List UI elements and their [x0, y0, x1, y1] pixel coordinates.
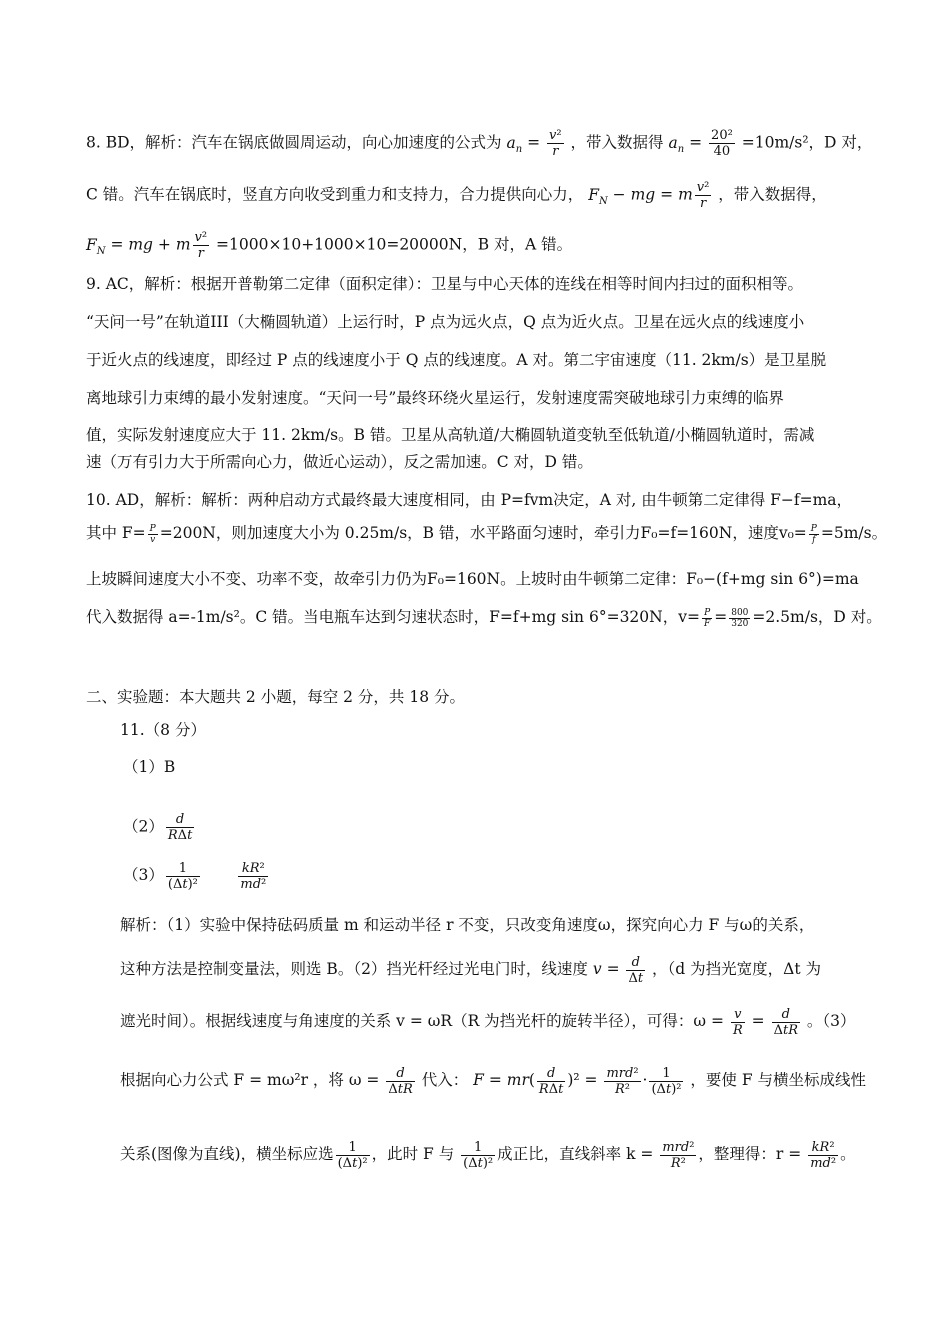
text: ，此时 F 与	[371, 1145, 455, 1163]
formula: $\frac{d}{\text{RΔt}}$	[167, 812, 193, 843]
formula: $\frac{\text{v²}}{r}$	[194, 230, 208, 261]
formula: $\frac{\text{kR²}}{\text{md²}}$	[240, 860, 267, 892]
text: ，带入数据得	[570, 133, 664, 152]
text: ，要使 F 与横坐标成线性	[690, 1071, 867, 1089]
q9-line-4: 离地球引力束缚的最小发射速度。“天问一号”最终环绕火星运行，发射速度需突破地球引力束缚的临界	[86, 389, 784, 407]
q10-line-2	[86, 522, 888, 545]
q9-line-2: “天问一号”在轨道III（大椭圆轨道）上运行时，P 点为远火点，Q 点为近火点。卫星在远火点的线速度小	[86, 313, 805, 331]
q8-line-2: C 错。汽车在锅底时，竖直方向收受到重力和支持力，合力提供向心力， $F_N$ − mg = m $\frac{\text{v²}}{r}$ ，带入数据得，	[86, 180, 827, 211]
text: ，（d 为挡光宽度，Δt 为	[652, 960, 821, 978]
formula: $\frac{P}{f}$	[810, 523, 817, 545]
formula: $\frac{d}{\text{ΔtR}}$	[388, 1065, 413, 1097]
formula: $\frac{\text{mrd²}}{\text{R²}}$	[662, 1139, 695, 1171]
formula: $\frac{P}{F}$	[703, 607, 711, 629]
q11-answer-2	[123, 812, 903, 843]
q11-answer-3	[123, 860, 903, 892]
q9-line-1: 9. AC，解析：根据开普勒第二定律（面积定律）：卫星与中心天体的连线在相等时间内扫过的面积相等。	[86, 275, 804, 293]
text: =200N，则加速度大小为 0.25m/s，B 错，水平路面匀速时，牵引力F₀=f=160N，速度v₀=	[159, 524, 807, 542]
text: =5m/s。	[820, 524, 888, 542]
section-heading: 二、实验题：本大题共 2 小题，每空 2 分，共 18 分。	[86, 688, 466, 706]
formula: $\frac{\text{mrd²}}{\text{R²}}$	[606, 1065, 639, 1097]
text: 8. BD，解析：汽车在锅底做圆周运动，向心加速度的公式为	[86, 133, 502, 152]
formula: $\frac{d}{\Delta t}$	[628, 954, 644, 986]
q9-line-3: 于近火点的线速度，即经过 P 点的线速度小于 Q 点的线速度。A 对。第二宇宙速度（11. 2km/s）是卫星脱	[86, 351, 827, 369]
q11-title: 11.（8 分）	[120, 721, 206, 739]
formula: $\frac{800}{320}$	[731, 607, 749, 629]
expl-line-2: 这种方法是控制变量法，则选 B。（2）挡光杆经过光电门时，线速度 v = $\frac{d}{\Delta t}$ ，（d 为挡光宽度，Δt 为	[120, 954, 821, 986]
q8-line-3: $F_N$ = mg + m $\frac{\text{v²}}{r}$ =1000×10+1000×10=20000N，B 对，A 错。	[86, 230, 573, 261]
text: =	[714, 608, 728, 626]
text: C 错。汽车在锅底时，竖直方向收受到重力和支持力，合力提供向心力，	[86, 185, 584, 204]
text: 其中 F=	[86, 524, 146, 542]
text: 代入数据得 a=-1m/s²。C 错。当电瓶车达到匀速状态时，F=f+mg sin 6°=320N，v=	[86, 608, 700, 626]
text: =1000×10+1000×10=20000N，B 对，A 错。	[216, 235, 573, 254]
q10-line-1: 10. AD，解析：解析：两种启动方式最终最大速度相同，由 P=fvm决定，A 对, 由牛顿第二定律得 F−f=ma，	[86, 491, 853, 509]
text: 代入：	[421, 1071, 469, 1089]
formula: $\frac{\text{v²}}{r}$	[549, 128, 562, 159]
text: =2.5m/s，D 对。	[752, 608, 882, 626]
q9-line-5: 值，实际发射速度应大于 11. 2km/s。B 错。卫星从高轨道/大椭圆轨道变轨至低轨道/小椭圆轨道时，需减	[86, 426, 815, 444]
q10-line-3: 上坡瞬间速度大小不变、功率不变，故牵引力仍为F₀=160N。上坡时由牛顿第二定律：F₀−(f+mg sin 6°)=ma	[86, 570, 859, 588]
formula: $\frac{1}{\text{(Δt)²}}$	[651, 1065, 682, 1097]
text: 关系(图像为直线)，横坐标应选	[120, 1145, 334, 1163]
formula: $\frac{1}{\text{(Δt)²}}$	[167, 860, 198, 892]
formula: $\frac{d}{\text{ΔtR}}$	[773, 1006, 798, 1038]
text: 根据向心力公式 F = mω²r ，将 ω =	[120, 1071, 380, 1089]
q9-line-6: 速（万有引力大于所需向心力，做近心运动），反之需加速。C 对，D 错。	[86, 453, 593, 471]
q8-line-1: 8. BD，解析：汽车在锅底做圆周运动，向心加速度的公式为 $a_n$ = $\frac{\text{v²}}{r}$ ，带入数据得 $a_n$ = $\frac{\text{20²}}{40}$ =10m/s²，D 对，	[86, 128, 873, 159]
formula: $\frac{\text{kR²}}{\text{md²}}$	[810, 1139, 837, 1171]
text: （3）	[123, 866, 164, 884]
text: 遮光时间）。根据线速度与角速度的关系 v = ωR（R 为挡光杆的旋转半径），可得：ω =	[120, 1012, 724, 1030]
text: =10m/s²，D 对，	[741, 133, 873, 152]
q10-line-4	[86, 606, 882, 629]
text: （2）	[123, 817, 164, 836]
formula: $\frac{\text{v²}}{r}$	[696, 180, 710, 211]
expl-line-1: 解析：（1）实验中保持砝码质量 m 和运动半径 r 不变，只改变角速度ω，探究向心力 F 与ω的关系，	[120, 916, 815, 934]
text: ，整理得：r =	[698, 1145, 802, 1163]
formula: $\frac{v}{R}$	[732, 1006, 743, 1038]
expl-line-3: 遮光时间）。根据线速度与角速度的关系 v = ωR（R 为挡光杆的旋转半径），可得：ω = $\frac{v}{R}$ = $\frac{d}{\text{ΔtR}}$ 。（3）	[120, 1006, 856, 1038]
formula: $\frac{1}{\text{(Δt)²}}$	[463, 1139, 494, 1171]
expl-line-5	[120, 1136, 866, 1172]
text: 这种方法是控制变量法，则选 B。（2）挡光杆经过光电门时，线速度	[120, 960, 588, 978]
text: ，带入数据得，	[718, 185, 827, 204]
text: 成正比，直线斜率 k =	[497, 1145, 654, 1163]
formula: $\frac{\text{20²}}{40}$	[711, 128, 733, 159]
formula: $\frac{P}{v}$	[149, 523, 156, 545]
q11-answer-1: （1）B	[123, 758, 176, 776]
text: 。	[840, 1145, 856, 1163]
text: 。（3）	[806, 1012, 856, 1030]
formula: $\frac{d}{\text{RΔt}}$	[538, 1065, 564, 1097]
formula: $\frac{1}{\text{(Δt)²}}$	[337, 1139, 368, 1171]
expl-line-4: 根据向心力公式 F = mω²r ，将 ω = $\frac{d}{\text{ΔtR}}$ 代入： F = mr( $\frac{d}{\text{RΔt}}$ )² = $\frac{\text{mrd²}}{\text{R²}}$ · $\frac{1}{\text{(Δt)²}}$ ，要使 F 与横坐标成线性	[120, 1065, 867, 1097]
